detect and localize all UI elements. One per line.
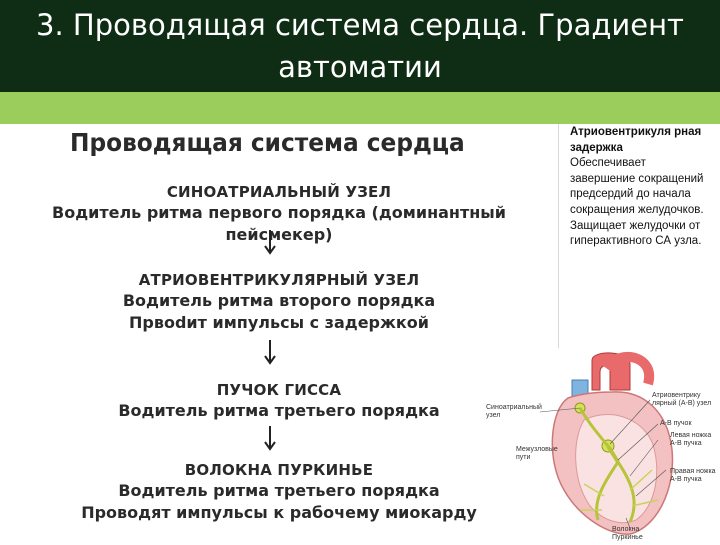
step-line: Водитель ритма второго порядка bbox=[122, 291, 436, 310]
note-title: Атриовентрикуля рная задержка bbox=[570, 126, 702, 154]
step-line: Водитель ритма третьего порядка bbox=[118, 481, 440, 500]
step-line: Водитель ритма третьего порядка bbox=[118, 401, 440, 420]
conduction-diagram bbox=[0, 124, 558, 540]
note-text: Обеспечивает завершение сокращений предсердий до начала сокращения желудочков. Защищает желудочки от гиперактивного СА узла. bbox=[570, 157, 704, 248]
label-right-branch: Правая ножка А-В пучка bbox=[670, 468, 716, 483]
label-internodal: Межузловые пути bbox=[516, 446, 558, 461]
label-purkinje: Волокна Пуркинье bbox=[612, 526, 643, 541]
step-name: АТРИОВЕНТРИКУЛЯРНЫЙ УЗЕЛ bbox=[138, 271, 420, 289]
step-purkinje bbox=[0, 460, 558, 524]
accent-band bbox=[0, 92, 720, 124]
step-line: Водитель ритма первого порядка (доминантный пейсмекер) bbox=[52, 203, 506, 244]
slide-title-bar bbox=[0, 0, 720, 92]
label-bundle: А-В пучок bbox=[660, 420, 692, 427]
label-sa-node: Синоатриальный узел bbox=[486, 404, 542, 419]
label-av-node: Атриовентрику лярный (А-В) узел bbox=[652, 392, 712, 407]
step-name: ПУЧОК ГИССА bbox=[216, 381, 342, 399]
step-line: Првodит импульсы с задержкой bbox=[129, 313, 429, 332]
step-av-node bbox=[0, 270, 558, 334]
slide-title: 3. Проводящая система сердца. Градиент автоматии bbox=[36, 8, 684, 84]
step-line: Проводят импульсы к рабочему миокарду bbox=[81, 503, 477, 522]
diagram-heading: Проводящая система сердца bbox=[70, 128, 465, 157]
heart-illustration bbox=[480, 350, 720, 540]
step-name: СИНОАТРИАЛЬНЫЙ УЗЕЛ bbox=[166, 183, 392, 201]
step-his-bundle bbox=[0, 380, 558, 422]
down-arrow-icon bbox=[260, 338, 280, 366]
av-delay-note bbox=[570, 125, 710, 250]
label-left-branch: Левая ножка А-В пучка bbox=[670, 432, 712, 447]
down-arrow-icon bbox=[260, 228, 280, 256]
down-arrow-icon bbox=[260, 424, 280, 452]
step-name: ВОЛОКНА ПУРКИНЬЕ bbox=[184, 461, 374, 479]
